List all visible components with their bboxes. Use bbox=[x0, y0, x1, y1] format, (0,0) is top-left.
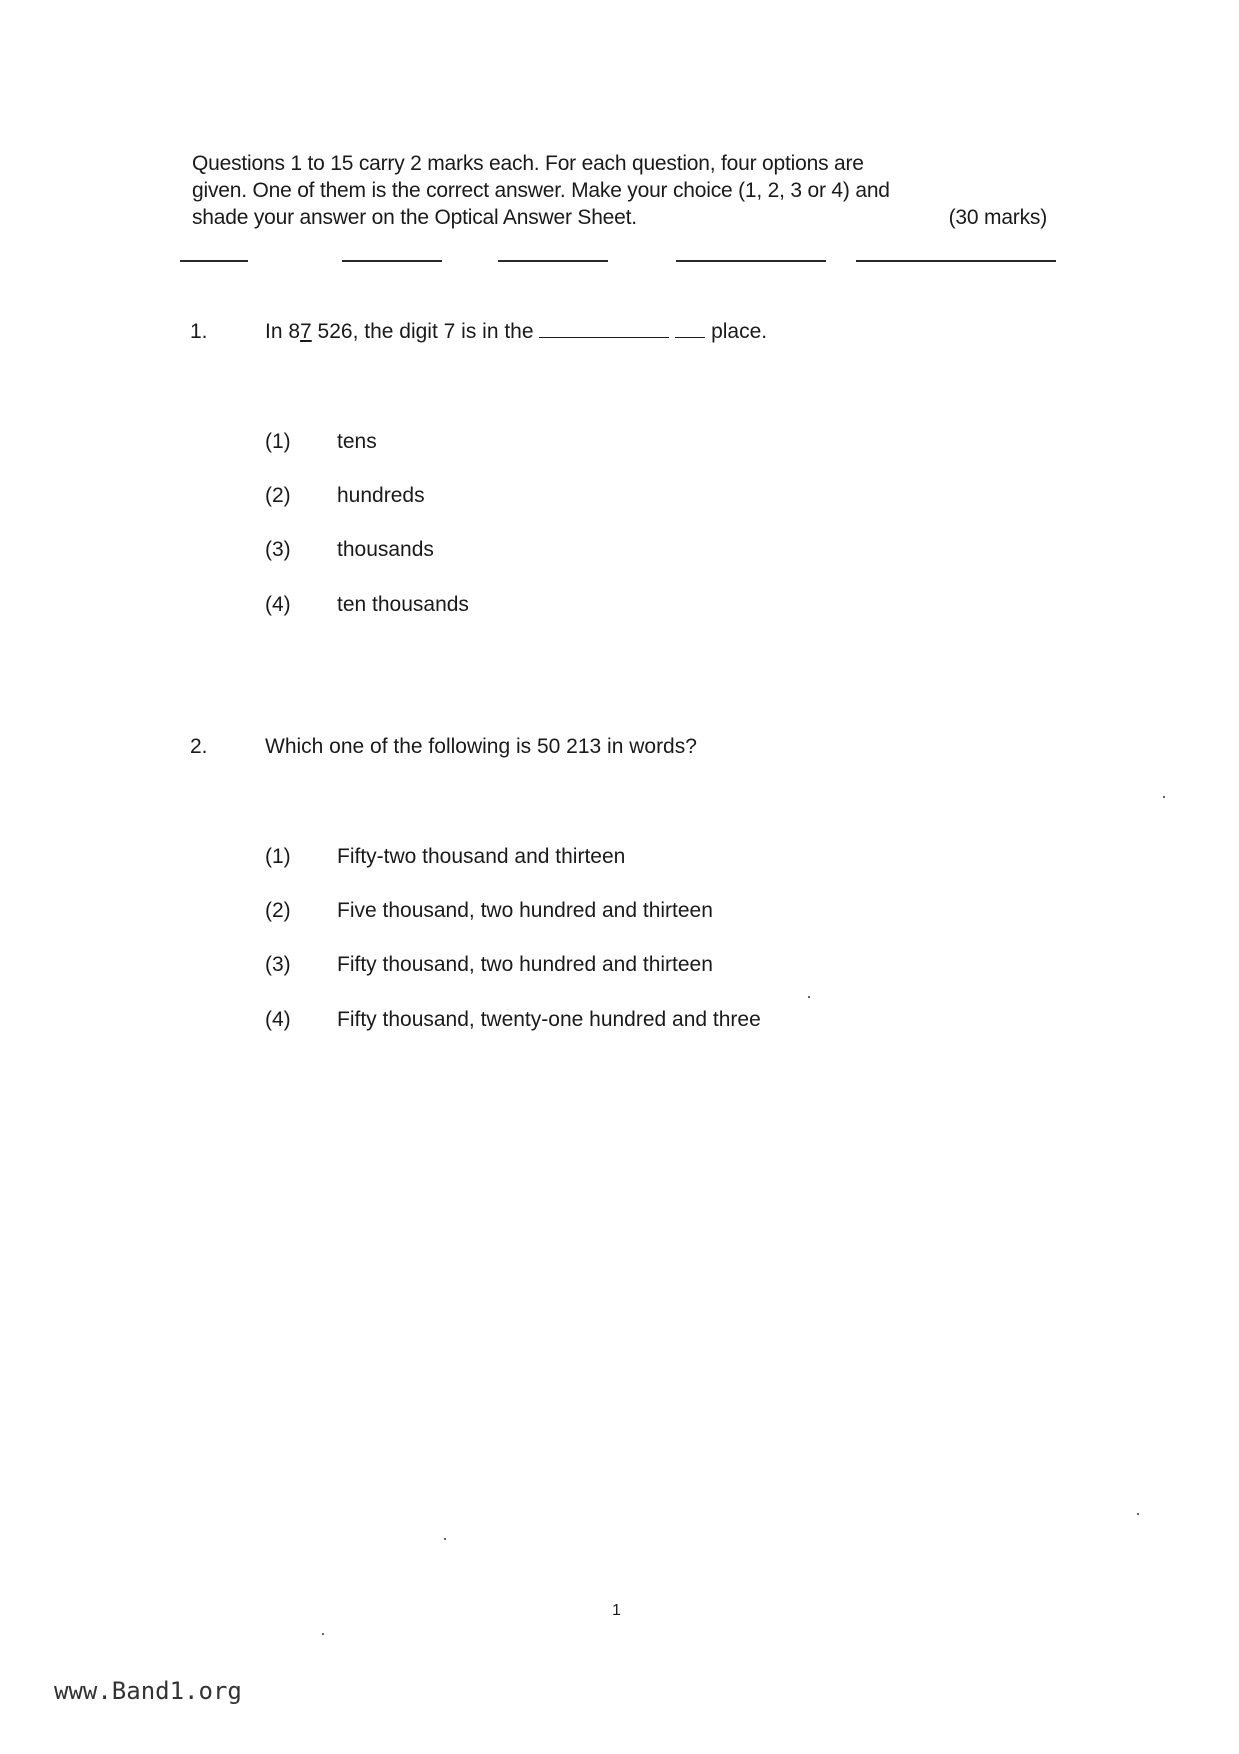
question-text bbox=[265, 320, 767, 344]
option-number: (4) bbox=[265, 593, 291, 616]
scan-speck bbox=[1163, 796, 1165, 798]
option-number: (2) bbox=[265, 484, 291, 507]
question-text: Which one of the following is 50 213 in words? bbox=[265, 735, 697, 758]
option-number: (2) bbox=[265, 899, 291, 922]
scan-speck bbox=[808, 996, 810, 998]
question-number: 1. bbox=[190, 320, 208, 343]
instructions-line-3: shade your answer on the Optical Answer Sheet. bbox=[192, 206, 637, 229]
option-text: Fifty thousand, twenty-one hundred and three bbox=[337, 1008, 761, 1031]
instructions-line-1: Questions 1 to 15 carry 2 marks each. For each question, four options are bbox=[192, 152, 864, 175]
footer-website[interactable]: www.Band1.org bbox=[54, 1677, 242, 1705]
option-text: tens bbox=[337, 430, 377, 453]
question-text-start: In 8 bbox=[265, 320, 301, 343]
underlined-digit: 7 bbox=[300, 320, 312, 343]
option-number: (3) bbox=[265, 953, 291, 976]
question-text-end: place. bbox=[711, 320, 768, 343]
option-number: (3) bbox=[265, 538, 291, 561]
question-number: 2. bbox=[190, 735, 208, 758]
answer-blank-short bbox=[675, 323, 705, 338]
scan-speck bbox=[322, 1633, 324, 1635]
option-number: (4) bbox=[265, 1008, 291, 1031]
option-text: Fifty thousand, two hundred and thirteen bbox=[337, 953, 713, 976]
total-marks: (30 marks) bbox=[948, 206, 1047, 229]
question-text-middle: 526, the digit 7 is in the bbox=[311, 320, 534, 343]
option-text: hundreds bbox=[337, 484, 425, 507]
option-text: Fifty-two thousand and thirteen bbox=[337, 845, 626, 868]
option-number: (1) bbox=[265, 430, 291, 453]
page-number: 1 bbox=[612, 1602, 621, 1619]
option-text: Five thousand, two hundred and thirteen bbox=[337, 899, 713, 922]
option-text: ten thousands bbox=[337, 593, 469, 616]
scan-speck bbox=[1137, 1513, 1139, 1515]
option-text: thousands bbox=[337, 538, 434, 561]
instructions-line-2: given. One of them is the correct answer. Make your choice (1, 2, 3 or 4) and bbox=[192, 179, 890, 202]
answer-blank bbox=[539, 323, 669, 338]
instructions bbox=[192, 150, 1047, 231]
option-number: (1) bbox=[265, 845, 291, 868]
scan-speck bbox=[444, 1538, 446, 1540]
section-divider bbox=[180, 260, 1060, 262]
